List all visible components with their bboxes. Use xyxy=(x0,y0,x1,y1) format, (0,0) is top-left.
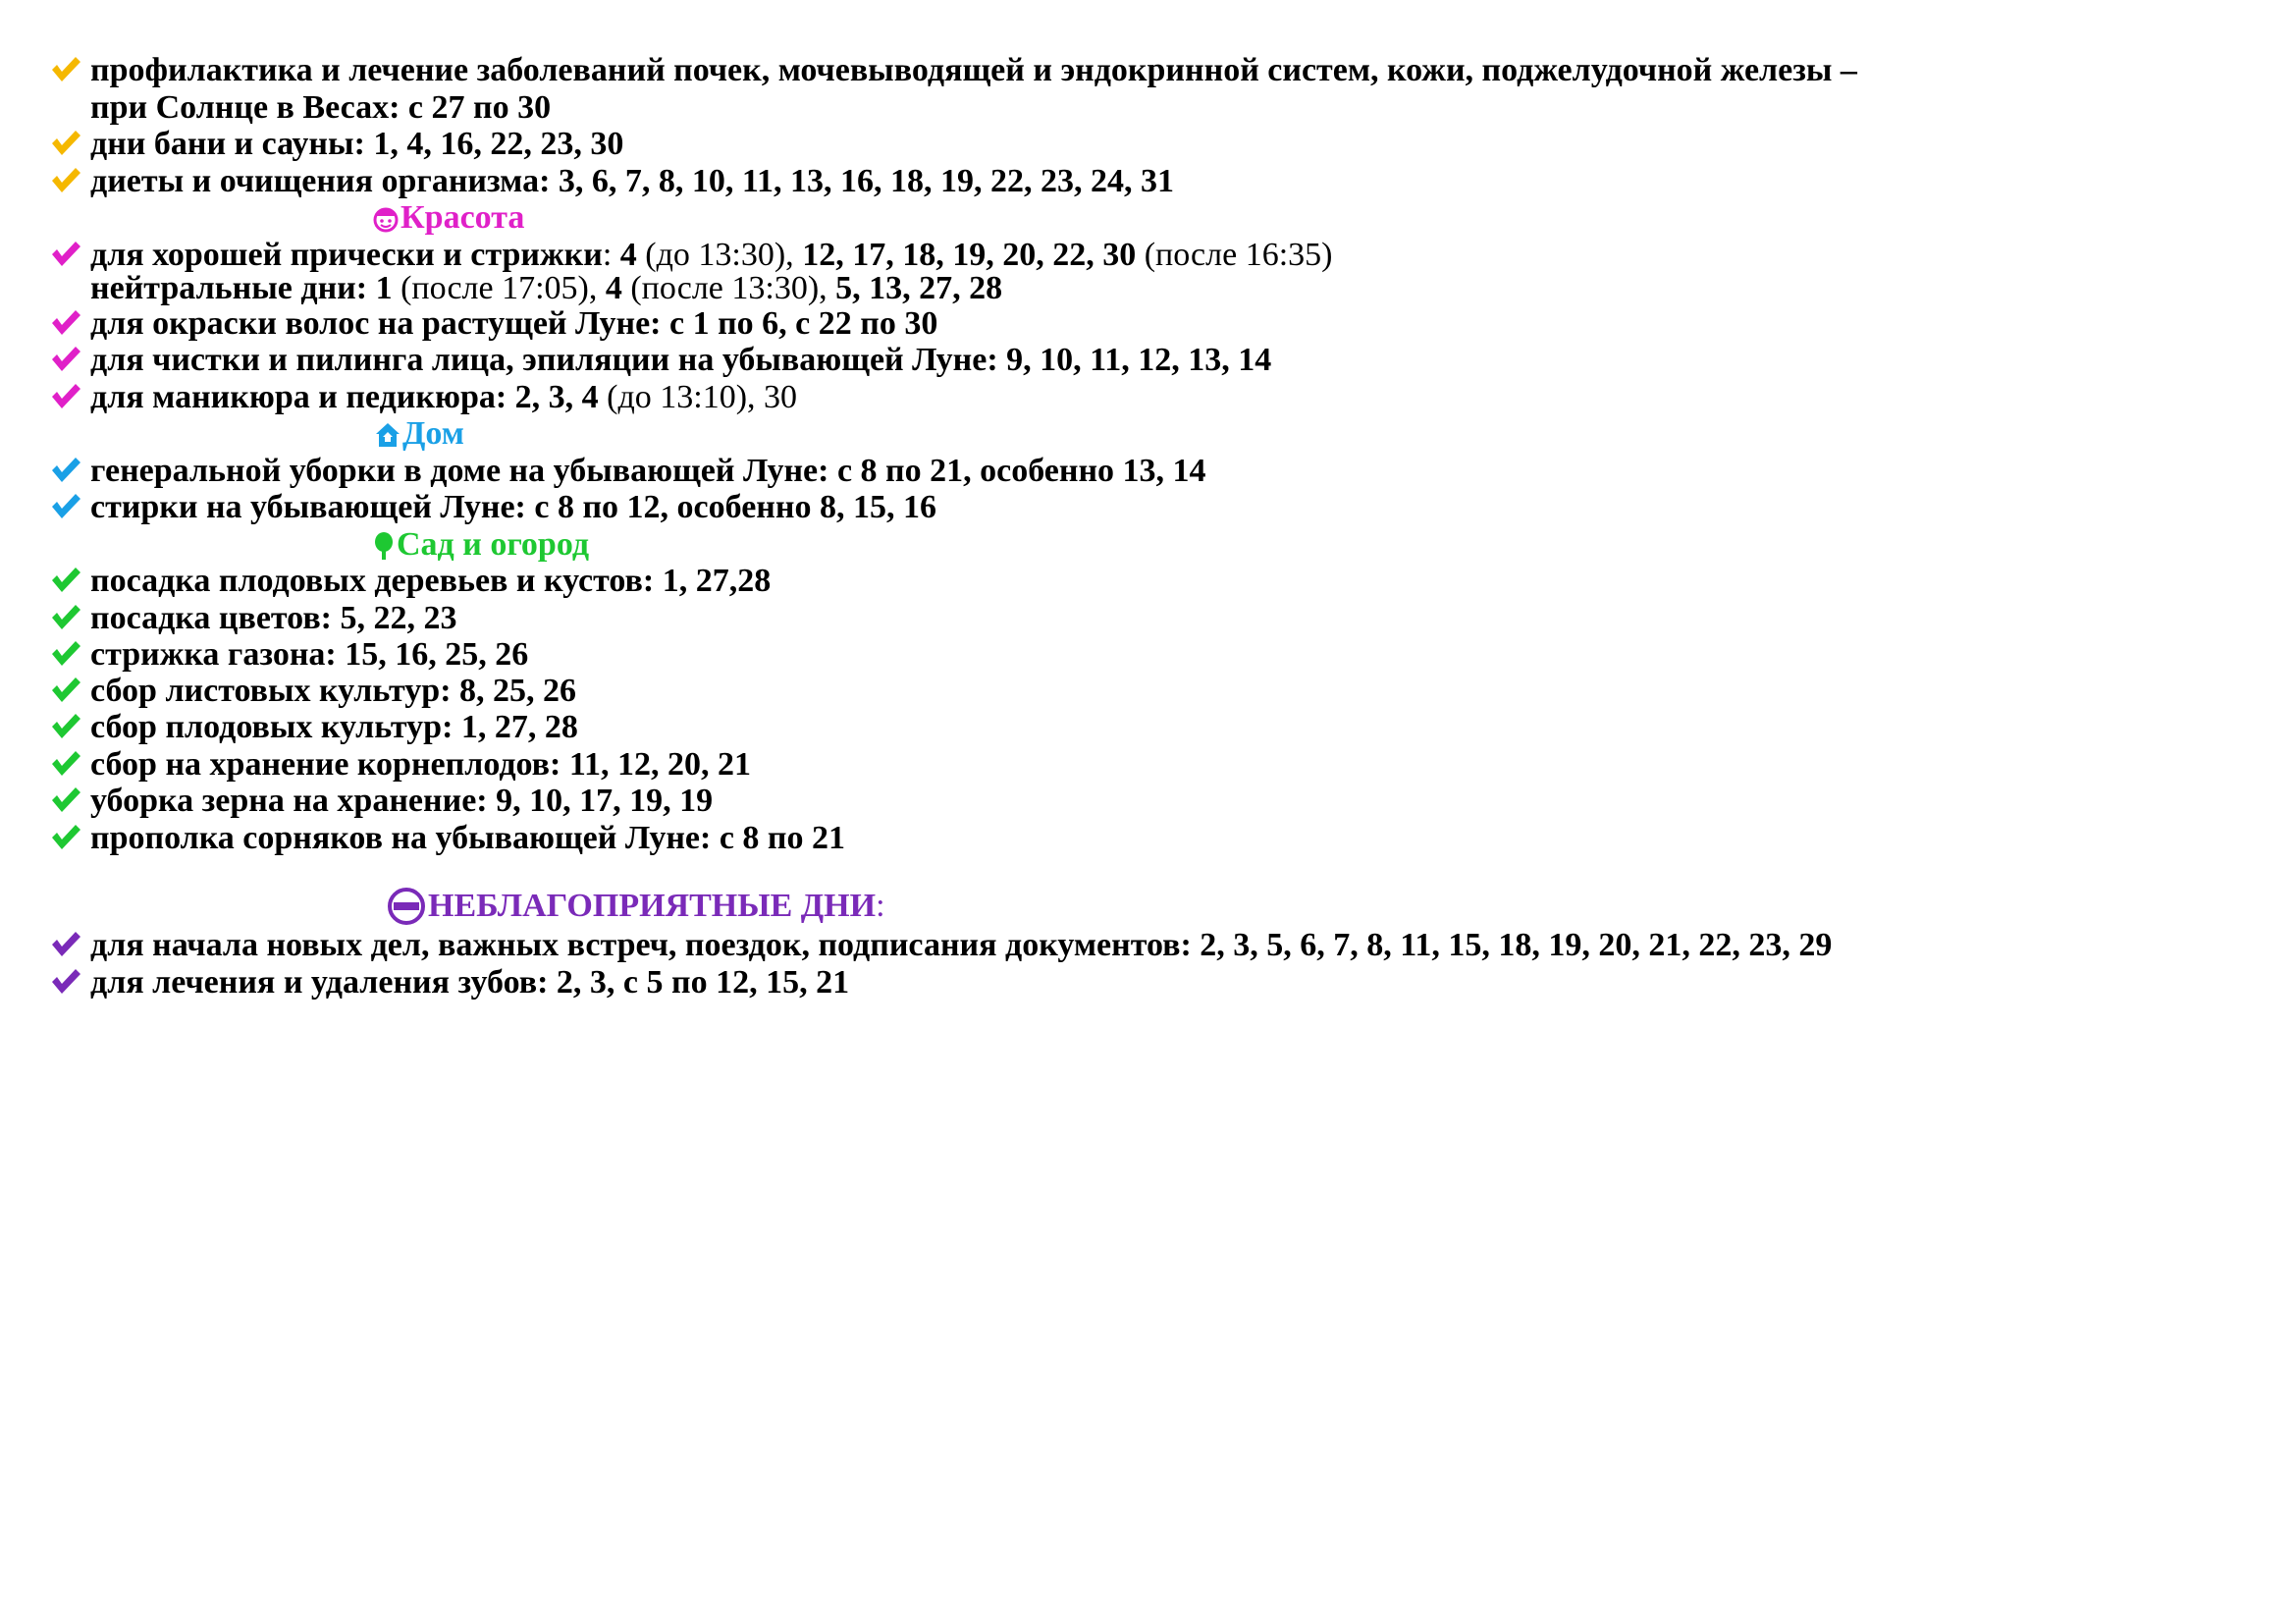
section-title: Дом xyxy=(402,415,464,452)
section-title: Красота xyxy=(400,199,525,236)
check-icon xyxy=(49,749,82,779)
list-item xyxy=(90,341,1271,380)
list-item-text: для лечения и удаления зубов: 2, 3, с 5 по 12, 15, 21 xyxy=(90,964,850,1001)
section-title-suffix: : xyxy=(876,888,885,924)
list-item-text: генеральной уборки в доме на убывающей Луне: с 8 по 21, особенно 13, 14 xyxy=(90,453,1206,489)
house-icon xyxy=(375,420,400,450)
check-icon xyxy=(49,492,82,521)
section-heading-beauty xyxy=(373,198,524,238)
list-item xyxy=(90,488,936,527)
check-icon xyxy=(49,345,82,374)
list-item xyxy=(90,782,713,821)
section-heading-bad xyxy=(387,887,885,926)
list-item-text: для начала новых дел, важных встреч, поездок, подписания документов: 2, 3, 5, 6, 7, 8, 11, 15, 18, 19, 20, 21, 22, 23, 29 xyxy=(90,927,1833,963)
list-item-text: для окраски волос на растущей Луне: с 1 по 6, с 22 по 30 xyxy=(90,305,938,342)
list-item-text: сбор листовых культур: 8, 25, 26 xyxy=(90,673,577,709)
list-item-text: прополка сорняков на убывающей Луне: с 8 по 21 xyxy=(90,820,846,856)
check-icon xyxy=(49,639,82,669)
list-item-text: сбор плодовых культур: 1, 27, 28 xyxy=(90,709,578,745)
check-icon xyxy=(49,967,82,997)
list-item-text: (до 13:30), xyxy=(636,237,803,273)
check-icon xyxy=(49,566,82,595)
section-title: НЕБЛАГОПРИЯТНЫЕ ДНИ xyxy=(428,888,877,924)
list-item-text: для чистки и пилинга лица, эпиляции на убывающей Луне: 9, 10, 11, 12, 13, 14 xyxy=(90,342,1272,378)
check-icon xyxy=(49,240,82,269)
check-icon xyxy=(49,55,82,84)
list-item xyxy=(90,378,797,417)
list-item-text: 5, 13, 27, 28 xyxy=(835,270,1003,306)
minus-circle-icon xyxy=(387,887,426,926)
list-item-text: стирки на убывающей Луне: с 8 по 12, особенно 8, 15, 16 xyxy=(90,489,936,525)
list-item xyxy=(90,562,771,601)
list-item-text: стрижка газона: 15, 16, 25, 26 xyxy=(90,636,529,673)
list-item xyxy=(90,162,1174,201)
section-title: Сад и огород xyxy=(397,526,590,563)
list-item xyxy=(90,963,849,1002)
check-icon xyxy=(49,930,82,959)
list-item-text: диеты и очищения организма: 3, 6, 7, 8, 10, 11, 13, 16, 18, 19, 22, 23, 24, 31 xyxy=(90,163,1175,199)
list-item-text: уборка зерна на хранение: 9, 10, 17, 19, 19 xyxy=(90,783,714,819)
list-item-text: для маникюра и педикюра: 2, 3, 4 xyxy=(90,379,599,415)
check-icon xyxy=(49,712,82,741)
list-item-text: 12, 17, 18, 19, 20, 22, 30 xyxy=(802,237,1137,273)
list-item-text: 4 xyxy=(605,270,622,306)
list-item-text: : xyxy=(602,237,620,273)
section-heading-home xyxy=(375,414,464,454)
tree-icon xyxy=(373,531,395,561)
section-heading-garden xyxy=(373,525,589,565)
list-item xyxy=(90,708,578,747)
list-item xyxy=(90,819,845,858)
check-icon xyxy=(49,456,82,485)
list-item-text: посадка цветов: 5, 22, 23 xyxy=(90,600,457,636)
list-item-text: (после 13:30), xyxy=(621,270,836,306)
check-icon xyxy=(49,785,82,815)
list-item-text: сбор на хранение корнеплодов: 11, 12, 20, 21 xyxy=(90,746,751,783)
list-item-continuation xyxy=(90,88,551,128)
list-item xyxy=(90,51,1857,90)
check-icon xyxy=(49,166,82,195)
list-item-text: посадка плодовых деревьев и кустов: 1, 27,28 xyxy=(90,563,772,599)
list-item-text: нейтральные дни: 1 xyxy=(90,270,393,306)
list-item-text: дни бани и сауны: 1, 4, 16, 22, 23, 30 xyxy=(90,126,624,162)
list-item-continuation xyxy=(90,269,1002,308)
check-icon xyxy=(49,676,82,705)
list-item-text: (до 13:10), 30 xyxy=(598,379,798,415)
list-item xyxy=(90,125,623,164)
list-item xyxy=(90,599,457,638)
check-icon xyxy=(49,382,82,411)
list-item xyxy=(90,926,1832,965)
check-icon xyxy=(49,823,82,852)
check-icon xyxy=(49,308,82,338)
list-item xyxy=(90,672,576,711)
list-item-text: (после 17:05), xyxy=(392,270,606,306)
face-icon xyxy=(373,204,399,234)
check-icon xyxy=(49,129,82,158)
list-item-text: (после 16:35) xyxy=(1136,237,1333,273)
list-item-text: профилактика и лечение заболеваний почек, мочевыводящей и эндокринной систем, кожи, поджелудочной железы – xyxy=(90,52,1857,88)
list-item xyxy=(90,635,528,675)
list-item-text: при Солнце в Весах: с 27 по 30 xyxy=(90,89,552,126)
list-item xyxy=(90,745,751,785)
list-item xyxy=(90,304,937,344)
list-item-text: для хорошей прически и стрижки xyxy=(90,237,603,273)
list-item xyxy=(90,452,1206,491)
list-item-text: 4 xyxy=(619,237,637,273)
check-icon xyxy=(49,603,82,632)
